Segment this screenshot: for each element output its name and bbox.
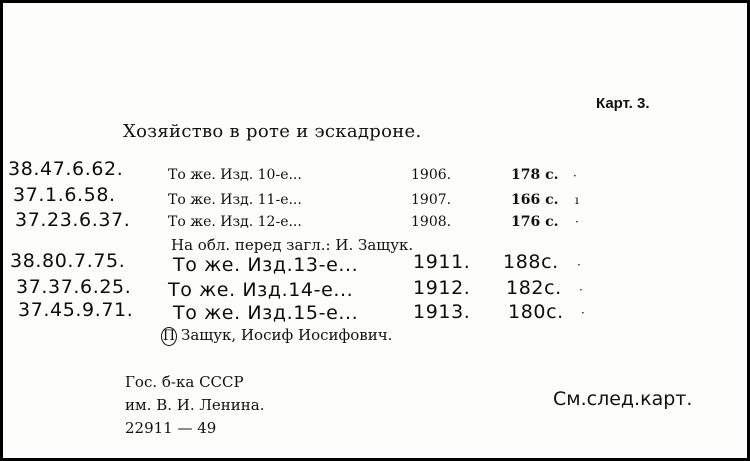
edition-pages: 178 с. bbox=[511, 167, 559, 183]
call-number: 38.47.6.62. bbox=[8, 158, 124, 180]
tick-mark: · bbox=[575, 215, 579, 229]
tick-mark: · bbox=[581, 306, 585, 320]
library-inventory-number: 22911 — 49 bbox=[125, 419, 217, 437]
edition-description: То же. Изд.14-е... bbox=[168, 279, 354, 301]
card-number: Карт. 3. bbox=[596, 95, 650, 112]
edition-year: 1911. bbox=[413, 251, 471, 273]
library-name-line2: им. В. И. Ленина. bbox=[125, 396, 265, 414]
edition-pages: 166 с. bbox=[511, 192, 559, 208]
call-number: 37.37.6.25. bbox=[16, 276, 132, 298]
edition-pages: 180с. bbox=[508, 301, 564, 323]
edition-description: То же. Изд. 12-е... bbox=[168, 214, 302, 230]
circled-author-mark: П bbox=[162, 328, 176, 344]
edition-year: 1906. bbox=[411, 167, 452, 183]
tick-mark: · bbox=[577, 258, 581, 272]
edition-description: То же. Изд.15-е... bbox=[173, 302, 359, 324]
author-name: Защук, Иосиф Иосифович. bbox=[181, 326, 393, 344]
catalog-card bbox=[3, 3, 747, 458]
edition-year: 1908. bbox=[411, 214, 452, 230]
edition-year: 1913. bbox=[413, 301, 471, 323]
edition-year: 1912. bbox=[413, 277, 471, 299]
edition-pages: 182с. bbox=[506, 277, 562, 299]
library-name-line1: Гос. б-ка СССР bbox=[125, 373, 244, 391]
tick-mark: · bbox=[573, 169, 577, 183]
edition-description: То же. Изд.13-е... bbox=[173, 254, 359, 276]
edition-year: 1907. bbox=[411, 192, 452, 208]
edition-pages: 188с. bbox=[503, 251, 559, 273]
title-page-note: На обл. перед загл.: И. Защук. bbox=[171, 236, 414, 254]
see-next-card-note: См.след.карт. bbox=[553, 388, 693, 410]
call-number: 38.80.7.75. bbox=[10, 250, 126, 272]
call-number: 37.45.9.71. bbox=[18, 299, 134, 321]
call-number: 37.23.6.37. bbox=[15, 209, 131, 231]
call-number: 37.1.6.58. bbox=[13, 184, 116, 206]
edition-description: То же. Изд. 11-е... bbox=[168, 192, 302, 208]
tick-mark: ı bbox=[575, 193, 579, 207]
card-title: Хозяйство в роте и эскадроне. bbox=[123, 121, 422, 142]
edition-pages: 176 с. bbox=[511, 214, 559, 230]
edition-description: То же. Изд. 10-е... bbox=[168, 167, 302, 183]
author-heading bbox=[161, 326, 392, 346]
tick-mark: · bbox=[579, 283, 583, 297]
